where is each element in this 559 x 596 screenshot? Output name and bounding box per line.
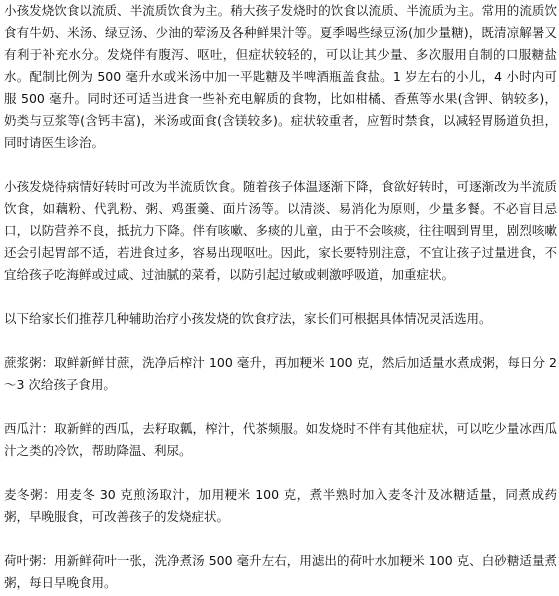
paragraph-liquid-diet: 小孩发烧饮食以流质、半流质饮食为主。稍大孩子发烧时的饮食以流质、半流质为主。常用的流质饮食有牛奶、米汤、绿豆汤、少油的荤汤及各种鲜果汁等。夏季喝些绿豆汤(加少量糖)，既清凉解暑又有利于补充水分。发烧伴有腹泻、呕吐，但症状较轻的，可以让其少量、多次服用自制的口服糖盐水。配制比例为 500 毫升水或米汤中加一平匙糖及半啤酒瓶盖食盐。1 岁左右的小儿，4 小时内可服 500 毫升。同时还可适当进食一些补充电解质的食物，比如柑橘、香蕉等水果(含钾、钠较多)，奶类与豆浆等(含钙丰富)，米汤或面食(含镁较多)。症状较重者，应暂时禁食，以减轻胃肠道负担，同时请医生诊治。: [4, 3, 557, 150]
paragraph-recipes-intro: 以下给家长们推荐几种辅助治疗小孩发烧的饮食疗法，家长们可根据具体情况灵活选用。: [4, 311, 492, 326]
paragraph-sugarcane-porridge: 蔗浆粥：取鲜新鲜甘蔗，洗净后榨汁 100 毫升，再加粳米 100 克，然后加适量水煮成粥，每日分 2～3 次给孩子食用。: [4, 355, 557, 392]
article-body: [4, 0, 557, 594]
paragraph-semi-liquid-diet: 小孩发烧待病情好转时可改为半流质饮食。随着孩子体温逐渐下降，食欲好转时，可逐渐改为半流质饮食，如藕粉、代乳粉、粥、鸡蛋羹、面片汤等。以清淡、易消化为原则，少量多餐。不必盲目忌口，以防营养不良，抵抗力下降。伴有咳嗽、多痰的儿童，由于不会咳痰，往往咽到胃里，剧烈咳嗽还会引起胃部不适，若进食过多，容易出现呕吐。因此，家长要特别注意，不宜让孩子过量进食，不宜给孩子吃海鲜或过咸、过油腻的菜肴，以防引起过敏或刺激呼吸道，加重症状。: [4, 179, 557, 282]
paragraph-lotus-leaf-porridge: 荷叶粥：用新鲜荷叶一张，洗净煮汤 500 毫升左右，用滤出的荷叶水加粳米 100 克、白砂糖适量煮粥，每日早晚食用。: [4, 553, 557, 590]
paragraph-ophiopogon-porridge: 麦冬粥：用麦冬 30 克煎汤取汁，加用粳米 100 克，煮半熟时加入麦冬汁及冰糖适量，同煮成药粥，早晚服食，可改善孩子的发烧症状。: [4, 487, 557, 524]
paragraph-watermelon-juice: 西瓜汁：取新鲜的西瓜，去籽取瓤，榨汁，代茶频服。如发烧时不伴有其他症状，可以吃少量冰西瓜汁之类的冷饮，帮助降温、利尿。: [4, 421, 557, 458]
